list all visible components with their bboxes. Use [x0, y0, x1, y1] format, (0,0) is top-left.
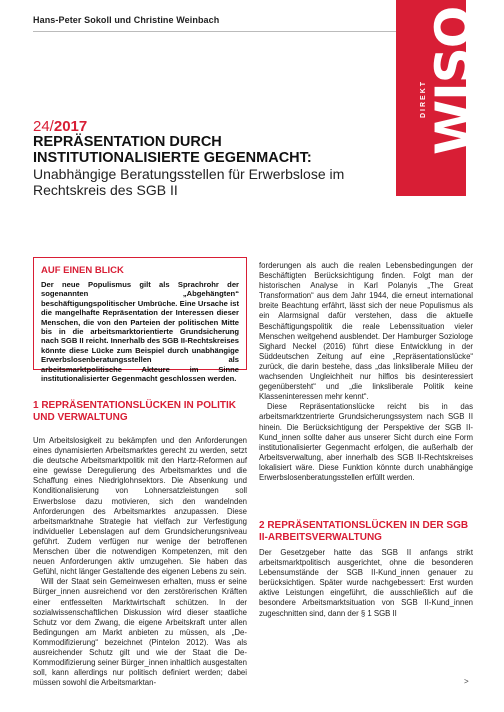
paragraph: Um Arbeitslosigkeit zu bekämpfen und den Anforderungen eines dynamisierten Arbeitsmarktes gerecht zu werden, setzt die deutsche Arbeitsmarktpolitik mit den Hartz-Reformen auf eine gewisse Deregulierung des Arbeitsmarktes und die Schaffung eines Niedriglohnsektors. Die Absenkung und Konditionalisierung von Lohnersatzleistungen soll Erwerbslose dazu motivieren, sich den wandelnden Anforderungen des Arbeitsmarktes anzupassen. Diese arbeitsmarktnahe Strategie hat vielfach zur Verfestigung individueller Lebenslagen auf dem Grundsicherungsniveau geführt. Zudem verfügen nur wenige der betroffenen Menschen über die notwendigen Kompetenzen, mit den neuen Anforderungen aktiv umzugehen. Sie haben das Gefühl, nicht länger Gestaltende des eigenen Lebens zu sein. [33, 436, 247, 577]
logo-subtitle: DIREKT [420, 79, 427, 118]
section2-body [259, 548, 473, 619]
section2-heading: 2 REPRÄSENTATIONSLÜCKEN IN DER SGB II-ARBEITSVERWALTUNG [259, 520, 469, 543]
continue-arrow[interactable]: > [464, 677, 469, 686]
paragraph: Diese Repräsentationslücke reicht bis in das arbeitsmarktzentrierte Grundsicherungssystem nach SGB II hinein. Die Berücksichtigung der Perspektive der SGB II-Kund_innen sollte daher aus unserer Sicht durch eine Form institutionalisierter Gegenmacht erfolgen, die außerhalb der Arbeitsverwaltung, aber innerhalb des SGB II-Rechtskreises lokalisiert wäre. Diese Funktion könnte durch unabhängige Erwerbslosenberatungsstellen erfüllt werden. [259, 402, 473, 482]
paragraph: forderungen als auch die realen Lebensbedingungen der Beschäftigten Berücksichtigung finden. Folgt man der historischen Analyse in Karl Polanyis „The Great Transformation“ aus dem Jahr 1944, die erneut international breite Beachtung erfährt, lässt sich der neue Populismus als ein Alarmsignal dafür verstehen, dass die aktuelle Beschäftigungspolitik die reale Lebenssituation vieler Menschen weitgehend ausblendet. Der Hamburger Soziologe Sighard Neckel (2016) führt diese Entwicklung in der Süddeutschen Zeitung auf eine „Repräsentationslücke“ zurück, die darin bestehe, dass „das linksliberale Milieu der wachsenden Ungleichheit nur hilflos bis desinteressiert gegenübersteht“ und „die linksliberale Politik keine Klasseninteressen mehr kennt“. [259, 261, 473, 402]
issue-prefix: 24/ [33, 118, 54, 135]
summary-box [33, 257, 247, 384]
wiso-logo [396, 0, 483, 196]
section1-heading: 1 REPRÄSENTATIONSLÜCKEN IN POLITIK UND VERWALTUNG [33, 400, 236, 423]
authors-line: Hans-Peter Sokoll und Christine Weinbach [33, 15, 220, 25]
paragraph: Der Gesetzgeber hatte das SGB II anfangs strikt arbeitsmarktpolitisch ausgerichtet, ohne die besonderen Lebensumstände der SGB II-Kund_innen genauer zu berücksichtigen. Später wurde nachgebessert: Erst wurden aktive Leistungen eingeführt, die ausschließlich auf die besondere Arbeitsmarktsituation von SGB II-Kund_innen zugeschnitten sind, dann der § 1 SGB II [259, 548, 473, 618]
paragraph: Will der Staat sein Gemeinwesen erhalten, muss er seine Bürger_innen ausreichend vor den zerstörerischen Kräften einer entfesselten Marktwirtschaft schützen. In der sozialwissenschaftlichen Diskussion wird dieser staatliche Schutz vor dem Zwang, die eigene Arbeitskraft unter allen Bedingungen am Markt anbieten zu müssen, als „De-Kommodifizierung“ bezeichnet (Pintelon 2012). Was als ausreichender Schutz gilt und wie der Staat die De-Kommodifizierung seiner Bürger_innen inhaltlich ausgestalten soll, kann allerdings nur politisch definiert werden; dabei müssen sowohl die Arbeitsmarktan- [33, 577, 247, 688]
logo-word: WISO [425, 6, 483, 155]
header-divider [33, 31, 399, 32]
summary-box-title: AUF EINEN BLICK [41, 265, 124, 276]
summary-box-text: Der neue Populismus gilt als Sprachrohr der sogenannten „Abgehängten“ beschäftigungspolitischer Umbrüche. Eine Ursache ist die mangelhafte Repräsentation der Interessen dieser Menschen, die von den Parteien der politischen Mitte bis in die arbeitsmarktorientierte Grundsicherung nach SGB II reicht. Innerhalb des SGB II-Rechtskreises könnte diese Lücke zum Beispiel durch unabhängige Erwerbslosenberatungsstellen als arbeitsmarktpolitische Akteure im Sinne institutionalisierter Gegenmacht geschlossen werden. [41, 280, 239, 384]
page-subtitle: Unabhängige Beratungsstellen für Erwerbslose im Rechtskreis des SGB II [33, 166, 345, 198]
column2-body [259, 261, 473, 483]
issue-number [33, 118, 87, 135]
page-title: REPRÄSENTATION DURCH INSTITUTIONALISIERTE GEGENMACHT: [33, 134, 312, 166]
section1-body [33, 436, 247, 688]
issue-year: 2017 [53, 118, 88, 135]
